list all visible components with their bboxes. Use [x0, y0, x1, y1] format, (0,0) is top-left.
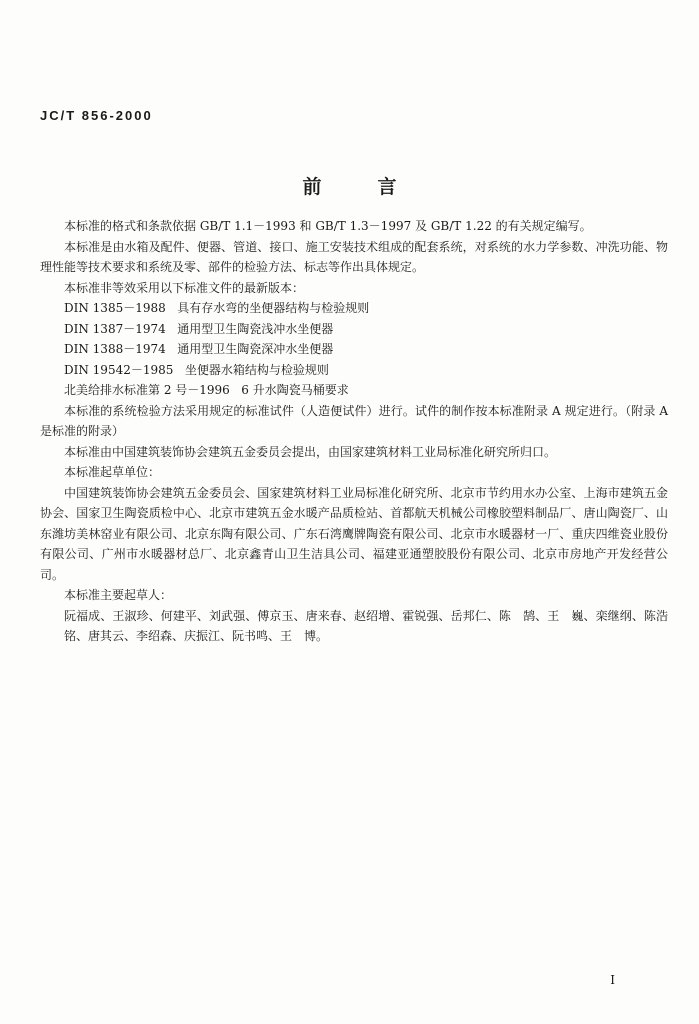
- document-code: JC/T 856-2000: [40, 108, 153, 123]
- paragraph-drafting-units-label: 本标准起草单位：: [64, 465, 161, 479]
- paragraph-drafters-label: 本标准主要起草人：: [64, 588, 173, 602]
- paragraph-proposer: 本标准由中国建筑装饰协会建筑五金委员会提出，由国家建筑材料工业局标准化研究所归口。: [64, 444, 557, 459]
- paragraph-references-intro: 本标准非等效采用以下标准文件的最新版本：: [64, 280, 305, 295]
- preface-body: [40, 216, 668, 647]
- reference-item: 北美给排水标准第 2 号－1996 6 升水陶瓷马桶要求: [64, 383, 349, 397]
- page-number: I: [610, 973, 615, 987]
- paragraph-drafting-units: 中国建筑装饰协会建筑五金委员会、国家建筑材料工业局标准化研究所、北京市节约用水办公室、上海市建筑五金协会、国家卫生陶瓷质检中心、北京市建筑五金水暖产品质检站、首都航天机械公司橡胶塑料制品厂、唐山陶瓷厂、山东潍坊美林窑业有限公司、北京东陶有限公司、广东石湾鹰牌陶瓷有限公司、北京市水暖器材一厂、重庆四维瓷业股份有限公司、广州市水暖器材总厂、北京鑫青山卫生洁具公司、福建亚通塑胶股份有限公司、北京市房地产开发经营公司。: [40, 485, 668, 582]
- page-title: [0, 172, 699, 199]
- reference-item: DIN 1385－1988 具有存水弯的坐便器结构与检验规则: [64, 301, 370, 315]
- reference-item: DIN 1388－1974 通用型卫生陶瓷深冲水坐便器: [64, 342, 334, 356]
- paragraph-drafters: 阮福成、王淑珍、何建平、刘武强、傅京玉、唐来春、赵绍增、霍锐强、岳邦仁、陈 鹄、王 巍、栾继纲、陈浩铭、唐其云、李绍森、庆振江、阮书鸣、王 博。: [64, 608, 668, 643]
- paragraph-format-basis: 本标准的格式和条款依据 GB/T 1.1－1993 和 GB/T 1.3－1997 及 GB/T 1.22 的有关规定编写。: [64, 219, 592, 233]
- reference-item: DIN 1387－1974 通用型卫生陶瓷浅冲水坐便器: [64, 321, 334, 336]
- paragraph-scope: 本标准是由水箱及配件、便器、管道、接口、施工安装技术组成的配套系统，对系统的水力学参数、冲洗功能、物理性能等技术要求和系统及零、部件的检验方法、标志等作出具体规定。: [40, 239, 668, 274]
- title-char-1: 前: [302, 176, 322, 198]
- reference-item: DIN 19542－1985 坐便器水箱结构与检验规则: [64, 362, 329, 377]
- title-char-2: 言: [377, 176, 397, 198]
- paragraph-test-method: 本标准的系统检验方法采用规定的标准试件（人造便试件）进行。试件的制作按本标准附录 A 规定进行。（附录 A 是标准的附录）: [40, 403, 668, 438]
